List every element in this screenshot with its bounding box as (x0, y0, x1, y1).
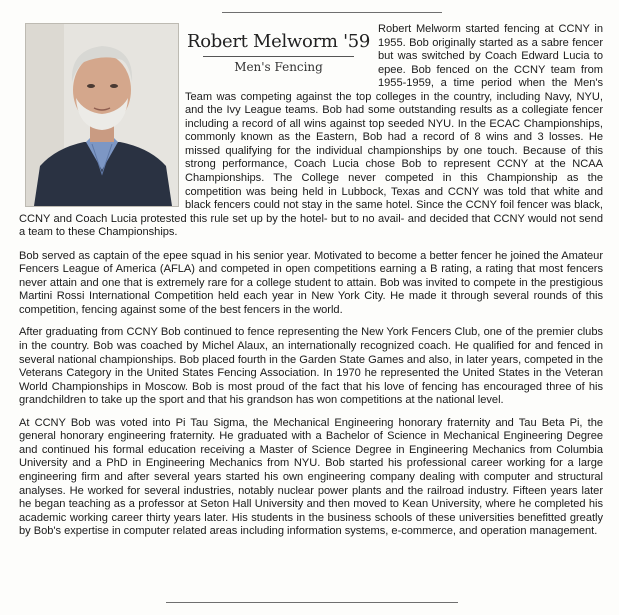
paragraph-fencing-ccny: Robert Melworm started fencing at CCNY in 1955. Bob originally started as a sabre fencer but was switched by Coach Edward Lucia to epee. Bob fenced on the CCNY team from 1955-1959, a time period when the Men's Team was competing against the top colleges in the country, including Navy, NYU, and the Ivy League teams. Bob had some outstanding results as a collegiate fencer including a record of all wins against top seeded NYU. In the ECAC Championships, commonly known as the Eastern, Bob had a record of 8 wins and 3 losses. He missed qualifying for the individual championships by one touch. Because of this strong performance, Coach Lucia chose Bob to represent CCNY at the NCAA Championships. The College never competed in this Championship as the competition was being held in Lubbock, Texas and CCNY was told that white and black fencers could not stay in the same hotel. Since the CCNY foil fencer was black, CCNY and Coach Lucia protested this rule set up by the hotel- but to no avail- and decided that CCNY would not send a team to these Championships. (19, 23, 603, 239)
title-underline (203, 56, 354, 57)
portrait-photo (25, 23, 179, 207)
top-divider (222, 12, 442, 13)
paragraph-after-graduation: After graduating from CCNY Bob continued to fence representing the New York Fencers Club, one of the premier clubs in the country. Bob was coached by Michel Alaux, an internationally recognized coach. He qualified for and fenced in several national championships. Bob placed fourth in the Garden State Games and also, in later years, competed in the Veterans Category in the United States Fencing Association. In 1970 he represented the United States in the Veteran World Championships in Moscow. Bob is most proud of the fact that his love of fencing has encouraged three of his grandchildren to take up the sport and that his grandson has won competitions at the national level. (19, 326, 603, 407)
bottom-divider (166, 602, 458, 603)
person-name: Robert Melworm '59 (186, 31, 371, 52)
sport-label: Men's Fencing (234, 60, 323, 74)
paragraph-captain: Bob served as captain of the epee squad in his senior year. Motivated to become a better fencer he joined the Amateur Fencers League of America (AFLA) and competed in open competitions earning a B rating, a rating that most fencers never attain and one that is extremely rare for a college student to attain. Bob was invited to compete in the prestigious Martini Rossi International Competition held each year in New York City. He made it through several rounds of this competition, fencing against some of the best fencers in the world. (19, 249, 603, 316)
title-block (185, 31, 372, 75)
profile-article (19, 23, 603, 548)
paragraph-engineering-career: At CCNY Bob was voted into Pi Tau Sigma, the Mechanical Engineering honorary fraternity and Tau Beta Pi, the general honorary engineering fraternity. He graduated with a Bachelor of Science in Mechanical Engineering Degree and continued his formal education receiving a Master of Science Degree in Engineering Mechanics from Columbia University and a PhD in Engineering Mechanics from NYU. Bob started his professional career working for a large engineering firm and after several years started his own engineering company dealing with computer and structural analyses. He worked for several industries, notably nuclear power plants and the railroad industry. Fifteen years later he began teaching as a professor at Seton Hall University and then moved to Kean University, where he completed his academic working career thirty years later. His students in the business schools of these universities benefitted greatly by Bob's expertise in computer related areas including information systems, e-commerce, and operation management. (19, 416, 603, 538)
